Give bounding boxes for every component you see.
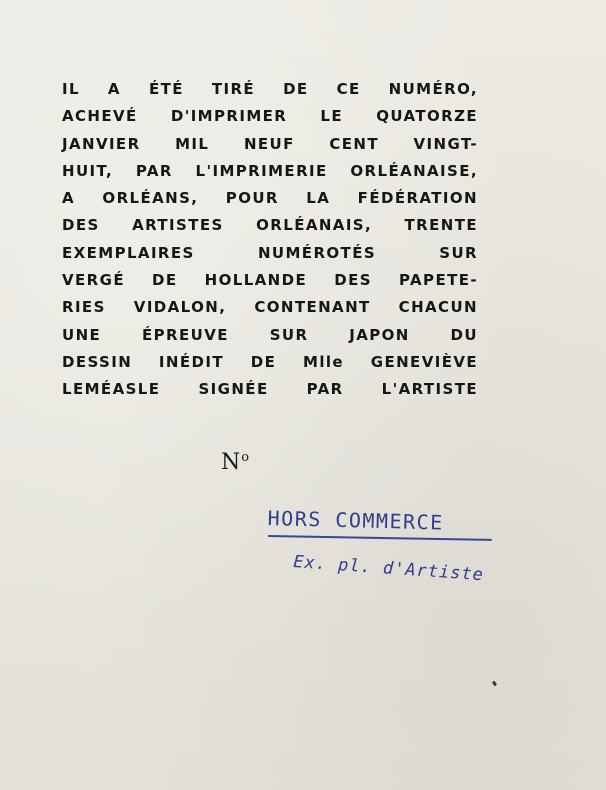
copy-number-mark bbox=[221, 450, 249, 475]
colophon-line: DESSIN INÉDIT DE Mlle GENEVIÈVE bbox=[62, 352, 478, 371]
colophon-line: HUIT, PAR L'IMPRIMERIE ORLÉANAISE, bbox=[62, 161, 478, 180]
colophon-line: ACHEVÉ D'IMPRIMER LE QUATORZE bbox=[62, 107, 478, 126]
handwritten-underline bbox=[268, 535, 492, 541]
colophon-line: JANVIER MIL NEUF CENT VINGT- bbox=[62, 134, 478, 153]
colophon-line: EXEMPLAIRES NUMÉROTÉS SUR bbox=[62, 243, 478, 262]
paper-speck bbox=[492, 681, 497, 687]
number-superscript: o bbox=[241, 450, 250, 465]
colophon-line: DES ARTISTES ORLÉANAIS, TRENTE bbox=[62, 216, 478, 235]
handwritten-artist-copy-note: Ex. pl. d'Artiste bbox=[292, 552, 485, 586]
colophon-line: VERGÉ DE HOLLANDE DES PAPETE- bbox=[62, 271, 478, 290]
number-letter: N bbox=[221, 450, 241, 475]
handwritten-hors-commerce: HORS COMMERCE bbox=[267, 506, 444, 535]
colophon-line: RIES VIDALON, CONTENANT CHACUN bbox=[62, 298, 478, 317]
colophon-line: UNE ÉPREUVE SUR JAPON DU bbox=[62, 325, 478, 344]
colophon-line: IL A ÉTÉ TIRÉ DE CE NUMÉRO, bbox=[62, 80, 478, 98]
colophon-line: A ORLÉANS, POUR LA FÉDÉRATION bbox=[62, 189, 478, 208]
colophon-line: LEMÉASLE SIGNÉE PAR L'ARTISTE bbox=[62, 380, 478, 399]
colophon-text-block bbox=[62, 76, 478, 404]
